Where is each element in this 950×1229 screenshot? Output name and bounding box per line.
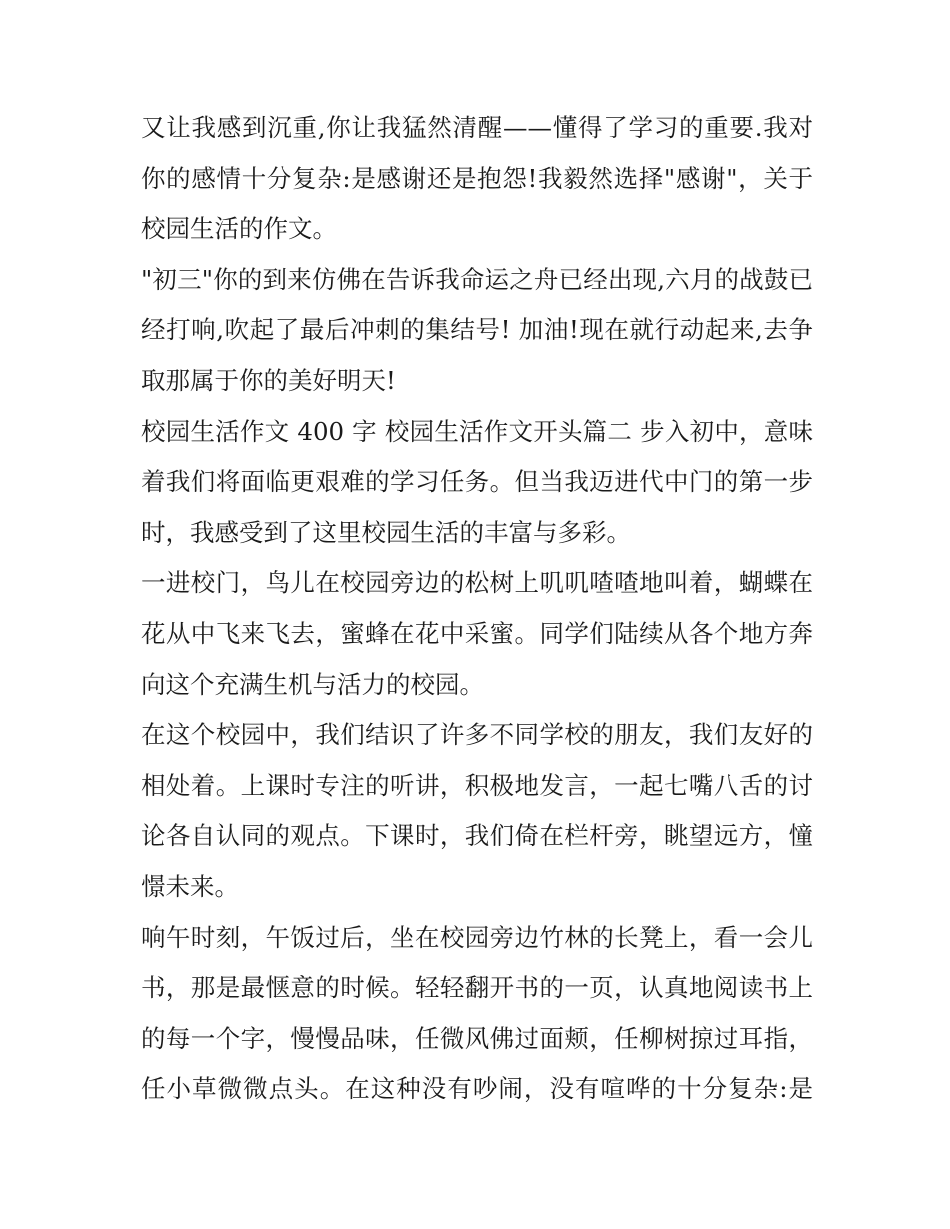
text-line: 校园生活的作文。: [141, 214, 337, 244]
text-line: 相处着。上课时专注的听讲，积极地发言，一起七嘴八舌的讨: [141, 770, 813, 800]
text-line: 一进校门，鸟儿在校园旁边的松树上叽叽喳喳地叫着，蝴蝶在: [141, 568, 813, 598]
paragraph-3: [141, 407, 813, 559]
text-line: 论各自认同的观点。下课时，我们倚在栏杆旁，眺望远方，憧: [141, 821, 813, 851]
text-line: 又让我感到沉重,你让我猛然清醒——懂得了学习的重要.我对: [141, 113, 813, 142]
paragraph-6: [141, 913, 813, 1115]
text-line: 响午时刻，午饭过后，坐在校园旁边竹林的长凳上，看一会儿: [141, 922, 813, 952]
text-line: 的每一个字，慢慢品味，任微风佛过面颊，任柳树掠过耳指，: [141, 1023, 813, 1053]
text-line: 任小草微微点头。在这种没有吵闹，没有喧哗的十分复杂:是: [141, 1074, 813, 1104]
text-line: 着我们将面临更艰难的学习任务。但当我迈进代中门的第一步: [141, 467, 813, 497]
document-body: [141, 103, 813, 1115]
paragraph-2: [141, 255, 813, 407]
paragraph-1: [141, 103, 813, 255]
text-line: 校园生活作文 400 字 校园生活作文开头篇二 步入初中，意味: [141, 416, 813, 446]
text-line: 向这个充满生机与活力的校园。: [141, 669, 484, 699]
text-line: 在这个校园中，我们结识了许多不同学校的朋友，我们友好的: [141, 720, 813, 750]
text-line: "初三"你的到来仿佛在告诉我命运之舟已经出现,六月的战鼓已: [141, 264, 813, 294]
text-line: 经打响,吹起了最后冲刺的集结号! 加油!现在就行动起来,去争: [141, 315, 813, 345]
paragraph-5: [141, 710, 813, 912]
text-line: 时，我感受到了这里校园生活的丰富与多彩。: [141, 517, 631, 547]
text-line: 你的感情十分复杂:是感谢还是抱怨!我毅然选择"感谢"，关于: [141, 163, 813, 193]
text-line: 取那属于你的美好明天!: [141, 365, 396, 395]
text-line: 花从中飞来飞去，蜜蜂在花中采蜜。同学们陆续从各个地方奔: [141, 618, 813, 648]
paragraph-4: [141, 558, 813, 710]
text-line: 书，那是最惬意的时候。轻轻翻开书的一页，认真地阅读书上: [141, 973, 813, 1003]
text-line: 憬未来。: [141, 871, 239, 901]
